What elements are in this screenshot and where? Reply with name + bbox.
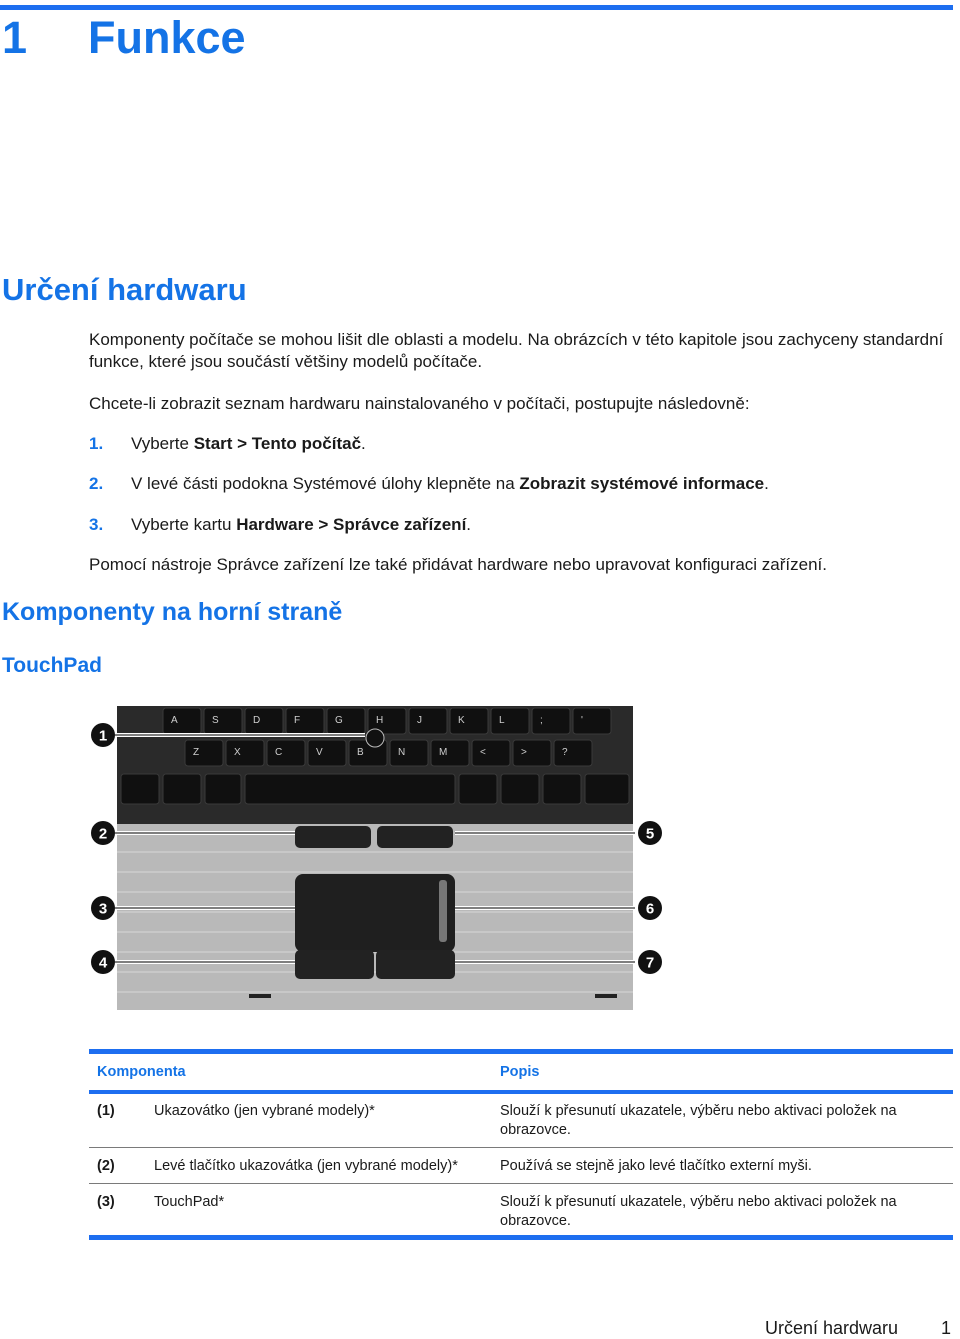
keyboard-key xyxy=(450,708,488,734)
step-ui-path: Hardware > Správce zařízení xyxy=(236,515,467,534)
callout-number: 4 xyxy=(98,954,108,972)
step-number: 2. xyxy=(89,474,104,493)
callout-number: 3 xyxy=(98,900,108,918)
keyboard-key xyxy=(390,740,428,766)
step-number: 1. xyxy=(89,434,104,453)
keyboard-key xyxy=(204,708,242,734)
keyboard-key-label: ; xyxy=(540,715,543,726)
lead-paragraph: Chcete-li zobrazit seznam hardwaru nainstalovaného v počítači, postupujte následovně: xyxy=(89,394,750,413)
header-description: Popis xyxy=(500,1064,540,1080)
step-number: 3. xyxy=(89,515,104,534)
row-component: Ukazovátko (jen vybrané modely)* xyxy=(154,1103,375,1119)
step-2 xyxy=(89,473,769,495)
left-touchpad-button xyxy=(295,950,374,979)
keyboard-key xyxy=(245,708,283,734)
table-rule-top xyxy=(89,1049,953,1054)
keyboard-key xyxy=(501,774,539,804)
keyboard-key xyxy=(121,774,159,804)
keyboard-key xyxy=(431,740,469,766)
keyboard-key-label: S xyxy=(212,715,219,726)
table-rule-row xyxy=(89,1183,953,1184)
table-rule-row xyxy=(89,1147,953,1148)
section-title: Určení hardwaru xyxy=(2,272,247,307)
row-description: Slouží k přesunutí ukazatele, výběru nebo aktivaci položek na obrazovce. xyxy=(500,1194,897,1229)
callout-3 xyxy=(91,896,115,920)
callout-4 xyxy=(91,950,115,974)
keyboard-key-label: F xyxy=(294,715,301,726)
header-component: Komponenta xyxy=(97,1064,186,1080)
keyboard-key-label: H xyxy=(376,715,384,726)
note-paragraph: Pomocí nástroje Správce zařízení lze také přidávat hardware nebo upravovat konfiguraci zařízení. xyxy=(89,555,827,574)
step-3 xyxy=(89,514,471,536)
keyboard-key-label: ' xyxy=(581,715,583,726)
keyboard-key-label: > xyxy=(521,747,527,758)
keyboard-key xyxy=(585,774,629,804)
table-rule-header xyxy=(89,1090,953,1094)
keyboard-key-label: B xyxy=(357,747,364,758)
keyboard-key xyxy=(163,708,201,734)
footer-section-name: Určení hardwaru xyxy=(765,1318,899,1338)
step-ui-path: Zobrazit systémové informace xyxy=(519,474,765,493)
keyboard-key-label: < xyxy=(480,747,486,758)
step-text: Vyberte xyxy=(131,434,194,453)
keyboard-key xyxy=(226,740,264,766)
keyboard-key xyxy=(543,774,581,804)
keyboard-key xyxy=(245,774,455,804)
step-text: Vyberte kartu xyxy=(131,515,237,534)
step-text: V levé části podokna Systémové úlohy klepněte na xyxy=(131,474,520,493)
callout-5 xyxy=(638,821,662,845)
pointing-stick xyxy=(366,729,384,747)
top-rule xyxy=(0,5,953,10)
keyboard-key-label: G xyxy=(335,715,343,726)
subsection-title: Komponenty na horní straně xyxy=(2,598,343,626)
keyboard-key xyxy=(573,708,611,734)
callout-7 xyxy=(638,950,662,974)
callout-number: 7 xyxy=(645,954,655,972)
callout-number: 5 xyxy=(645,825,655,843)
keyboard-key xyxy=(491,708,529,734)
speaker-slot-right xyxy=(595,994,617,998)
touchpad-zone xyxy=(295,874,455,952)
keyboard-key xyxy=(532,708,570,734)
keyboard-key-label: A xyxy=(171,715,178,726)
touchpad-figure xyxy=(85,702,665,1020)
keyboard-key xyxy=(409,708,447,734)
keyboard-key xyxy=(163,774,201,804)
right-touchpad-button xyxy=(376,950,455,979)
right-pointing-stick-button xyxy=(377,826,453,848)
step-1 xyxy=(89,433,366,455)
keyboard-key-label: N xyxy=(398,747,406,758)
row-component: TouchPad* xyxy=(154,1194,225,1210)
callout-6 xyxy=(638,896,662,920)
keyboard-key-label: ? xyxy=(562,747,568,758)
step-punct: . xyxy=(361,434,366,453)
scroll-zone xyxy=(439,880,447,942)
keyboard-key-label: Z xyxy=(193,747,200,758)
callout-number: 2 xyxy=(98,825,108,843)
keyboard-key xyxy=(472,740,510,766)
row-id: (2) xyxy=(97,1158,115,1174)
keyboard-key xyxy=(513,740,551,766)
footer-page-number: 1 xyxy=(941,1318,952,1338)
keyboard-key-label: M xyxy=(439,747,448,758)
keyboard-key xyxy=(554,740,592,766)
row-id: (3) xyxy=(97,1194,115,1210)
row-id: (1) xyxy=(97,1103,115,1119)
keyboard-key xyxy=(205,774,241,804)
keyboard-key xyxy=(267,740,305,766)
keyboard-key xyxy=(308,740,346,766)
keyboard-key-label: V xyxy=(316,747,323,758)
speaker-slot-left xyxy=(249,994,271,998)
step-punct: . xyxy=(466,515,472,534)
callout-number: 6 xyxy=(645,900,655,918)
keyboard-key xyxy=(459,774,497,804)
keyboard-key xyxy=(286,708,324,734)
keyboard-key-label: J xyxy=(417,715,422,726)
keyboard-key xyxy=(185,740,223,766)
touchpad-illustration xyxy=(85,702,665,1020)
keyboard-key-label: K xyxy=(458,715,465,726)
intro-paragraph: Komponenty počítače se mohou lišit dle oblasti a modelu. Na obrázcích v této kapitole jsou zachyceny standardní funkce, které jsou součástí většiny modelů počítače. xyxy=(89,330,944,371)
table-rule-bottom xyxy=(89,1235,953,1240)
keyboard-key xyxy=(327,708,365,734)
callout-2 xyxy=(91,821,115,845)
left-pointing-stick-button xyxy=(295,826,371,848)
chapter-title: Funkce xyxy=(88,12,246,63)
callout-1 xyxy=(91,723,115,747)
row-description: Slouží k přesunutí ukazatele, výběru nebo aktivaci položek na obrazovce. xyxy=(500,1103,897,1138)
callout-number: 1 xyxy=(98,727,108,745)
row-component: Levé tlačítko ukazovátka (jen vybrané modely)* xyxy=(154,1158,458,1174)
step-punct: . xyxy=(764,474,769,493)
row-description: Používá se stejně jako levé tlačítko externí myši. xyxy=(500,1158,812,1174)
keyboard-key-label: X xyxy=(234,747,241,758)
keyboard-key-label: L xyxy=(499,715,505,726)
step-ui-path: Start > Tento počítač xyxy=(193,434,362,453)
chapter-number: 1 xyxy=(2,12,28,63)
subsubsection-title: TouchPad xyxy=(2,654,102,677)
keyboard-key-label: C xyxy=(275,747,283,758)
keyboard-key-label: D xyxy=(253,715,261,726)
